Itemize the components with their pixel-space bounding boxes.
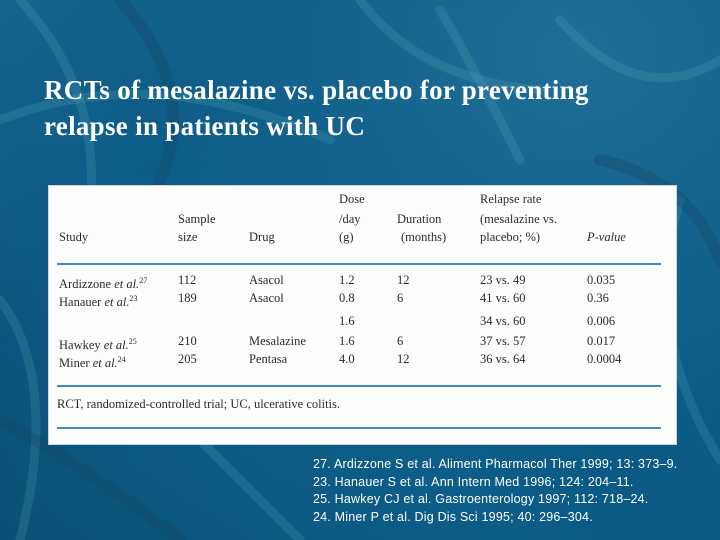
table-row-5-duration: 12 [397, 352, 410, 366]
table-row-1-duration: 12 [397, 273, 410, 287]
table-row-4-duration: 6 [397, 334, 404, 348]
table-row-3-dose: 1.6 [339, 314, 355, 328]
header-relapse-line1: Relapse rate [480, 192, 542, 206]
rct-table [48, 185, 677, 445]
slide-title-line-2: relapse in patients with UC [44, 111, 366, 141]
header-sample-line2: size [178, 230, 198, 244]
reference-item: 23. Hanauer S et al. Ann Intern Med 1996; 124: 204–11. [313, 474, 634, 489]
table-row-4-relapse: 37 vs. 57 [480, 334, 526, 348]
table-row-4-pvalue: 0.017 [587, 334, 616, 348]
table-header-rule [57, 263, 661, 265]
table-bottom-rule [57, 427, 661, 429]
header-dose-line1: Dose [339, 192, 365, 206]
slide-title-line-1: RCTs of mesalazine vs. placebo for preventing [44, 75, 589, 105]
slide-title [44, 72, 704, 144]
table-row-5-drug: Pentasa [249, 352, 288, 366]
references-list [313, 456, 713, 526]
table-row-2-study: Hanauer et al.$^{23}$ [59, 294, 138, 310]
header-drug: Drug [249, 230, 275, 244]
table-row-4-dose: 1.6 [339, 334, 355, 348]
table-row-1-relapse: 23 vs. 49 [480, 273, 526, 287]
table-row-2-drug: Asacol [249, 291, 284, 305]
table-row-2-pvalue: 0.36 [587, 291, 609, 305]
table-footnote: RCT, randomized-controlled trial; UC, ulcerative colitis. [57, 397, 341, 411]
header-pvalue: P-value [587, 230, 626, 244]
reference-item: 27. Ardizzone S et al. Aliment Pharmacol Ther 1999; 13: 373–9. [313, 457, 678, 471]
table-row-3-pvalue: 0.006 [587, 314, 616, 328]
header-duration-line1: Duration [397, 212, 442, 226]
reference-item: 24. Miner P et al. Dig Dis Sci 1995; 40: 296–304. [313, 509, 593, 524]
table-row-2-duration: 6 [397, 291, 404, 305]
table-row-5-pvalue: 0.0004 [587, 352, 622, 366]
table-row-4-size: 210 [178, 334, 197, 348]
table-row-2-dose: 0.8 [339, 291, 355, 305]
table-body-rule [57, 385, 661, 387]
header-dose-line2: /day [339, 212, 361, 226]
table-row-5-dose: 4.0 [339, 352, 355, 366]
table-row-5-study: Miner et al.$^{24}$ [59, 355, 126, 371]
table-row-5-size: 205 [178, 352, 197, 366]
table-row-5-relapse: 36 vs. 64 [480, 352, 526, 366]
table-row-3-relapse: 34 vs. 60 [480, 314, 526, 328]
header-relapse-line3: placebo; %) [480, 230, 541, 244]
table-row-1-dose: 1.2 [339, 273, 355, 287]
table-row-1-drug: Asacol [249, 273, 284, 287]
header-dose-line3: (g) [339, 230, 354, 244]
header-sample-line1: Sample [178, 212, 216, 226]
table-row-2-relapse: 41 vs. 60 [480, 291, 526, 305]
header-relapse-line2: (mesalazine vs. [480, 212, 558, 226]
table-row-4-drug: Mesalazine [249, 334, 306, 348]
table-row-1-study: Ardizzone et al.$^{27}$ [59, 276, 148, 292]
table-row-1-pvalue: 0.035 [587, 273, 616, 287]
table-row-1-size: 112 [178, 273, 197, 287]
reference-item: 25. Hawkey CJ et al. Gastroenterology 1997; 112: 718–24. [313, 492, 649, 506]
table-row-2-size: 189 [178, 291, 197, 305]
header-duration-line2: (months) [401, 230, 447, 244]
table-row-4-study: Hawkey et al.$^{25}$ [59, 337, 137, 353]
header-study: Study [59, 230, 89, 244]
